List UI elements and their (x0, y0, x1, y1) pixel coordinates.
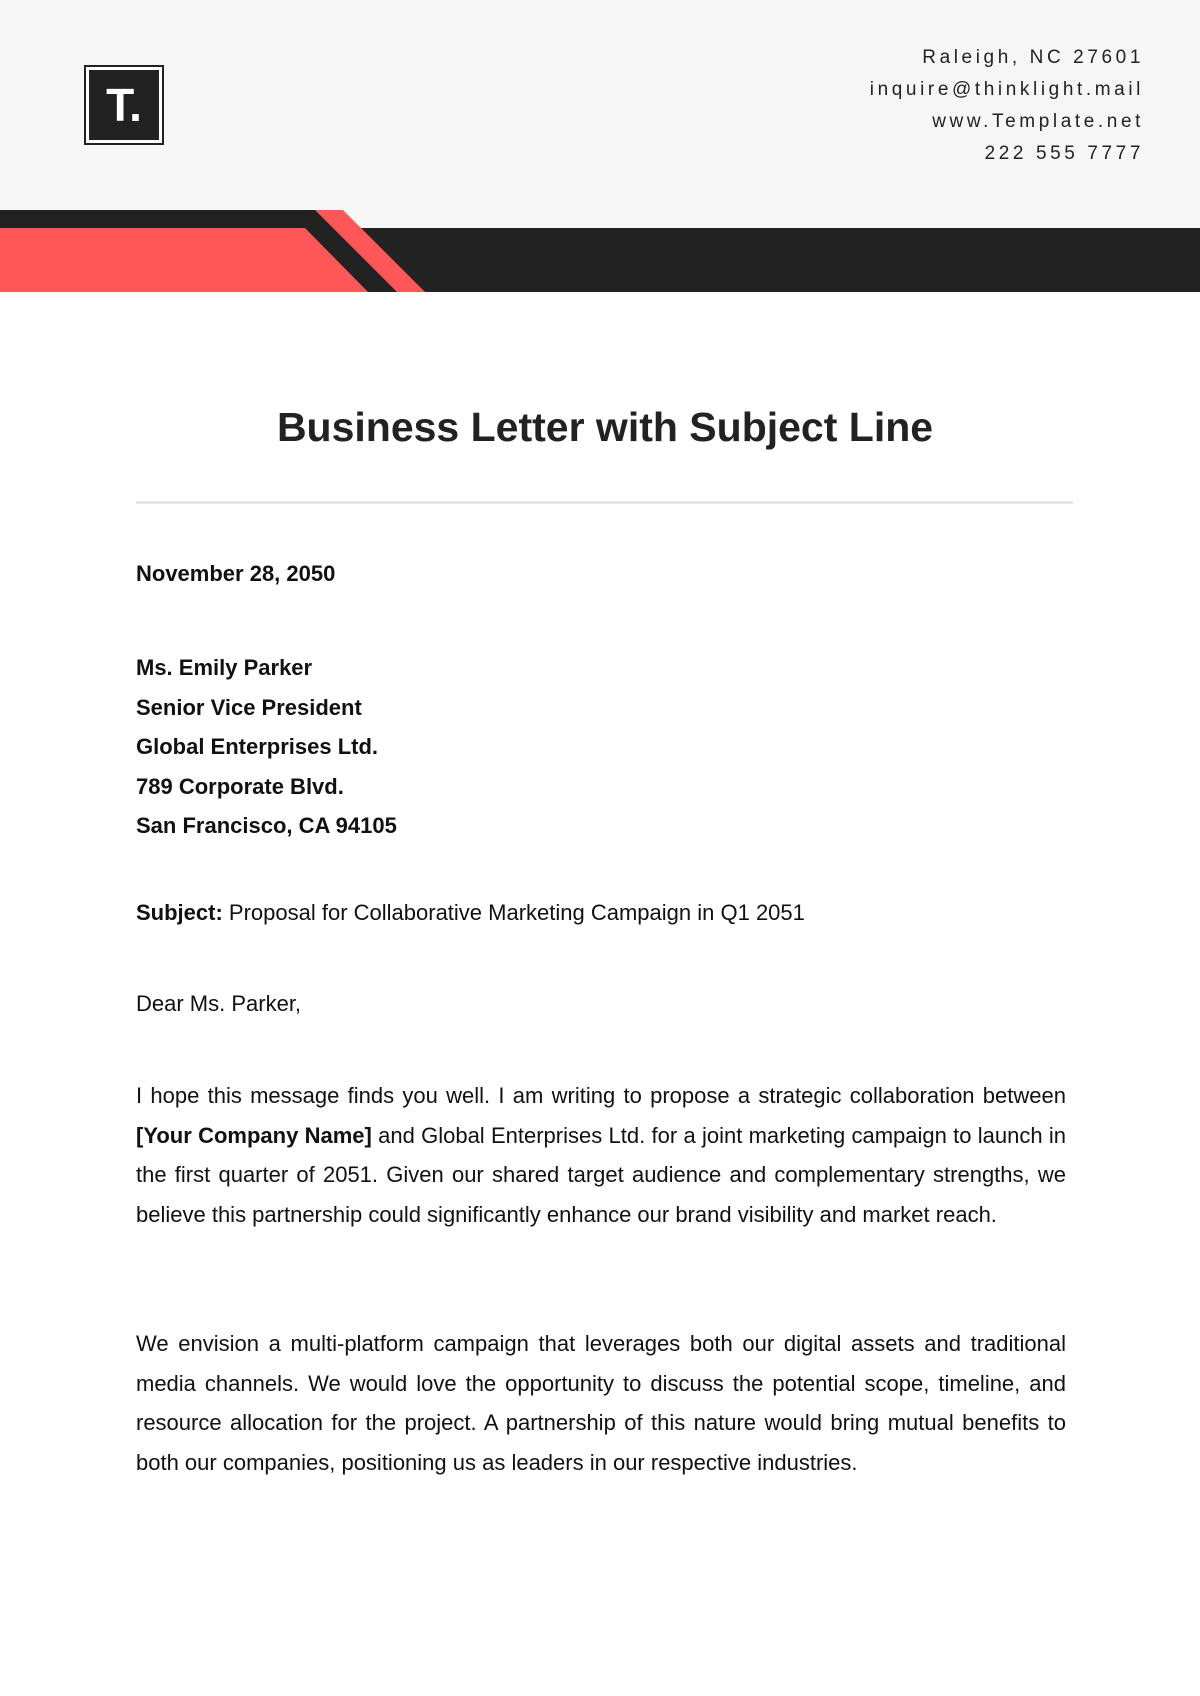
page-title: Business Letter with Subject Line (276, 404, 934, 450)
red-left-band (0, 228, 368, 292)
letter-date: November 28, 2050 (136, 561, 336, 586)
paragraph-1-intro: I hope this message finds you well. I am writing to propose a strategic collaboration between (136, 1083, 1066, 1108)
title-divider (136, 501, 1073, 504)
recipient-street: 789 Corporate Blvd. (136, 773, 344, 799)
dark-upper-strip (0, 210, 348, 228)
paragraph-1-rest: and Global Enterprises Ltd. for a joint marketing campaign to launch in the first quarter of 2051. Given our shared target audience and complementary strengths, we believe this partnership could significantly enhance our brand visibility and market reach. (136, 1122, 1066, 1227)
recipient-company: Global Enterprises Ltd. (136, 734, 379, 759)
body-paragraph-1 (136, 1076, 1066, 1234)
contact-block (870, 42, 1144, 170)
contact-email: inquire@thinklight.mail (869, 79, 1144, 100)
company-name-placeholder: [Your Company Name] (136, 1122, 372, 1148)
recipient-city: San Francisco, CA 94105 (136, 813, 397, 838)
greeting: Dear Ms. Parker, (136, 991, 302, 1016)
contact-website: www.Template.net (932, 111, 1144, 132)
subject-label: Subject: (136, 900, 223, 925)
contact-address: Raleigh, NC 27601 (922, 47, 1144, 68)
recipient-block (136, 648, 1066, 846)
recipient-name: Ms. Emily Parker (136, 655, 313, 680)
recipient-position: Senior Vice President (136, 694, 362, 720)
company-logo (84, 65, 164, 145)
contact-phone: 222 555 7777 (984, 143, 1144, 164)
decorative-bands (0, 210, 1200, 292)
body-paragraph-2: We envision a multi-platform campaign that leverages both our digital assets and traditional media channels. We would love the opportunity to discuss the potential scope, timeline, and resource allocation for the project. A partnership of this nature would bring mutual benefits to both our companies, positioning us as leaders in our respective industries. (136, 1331, 1066, 1475)
subject-line (136, 897, 1066, 929)
logo-letter: T. (89, 70, 159, 140)
subject-text: Proposal for Collaborative Marketing Campaign in Q1 2051 (222, 900, 805, 925)
